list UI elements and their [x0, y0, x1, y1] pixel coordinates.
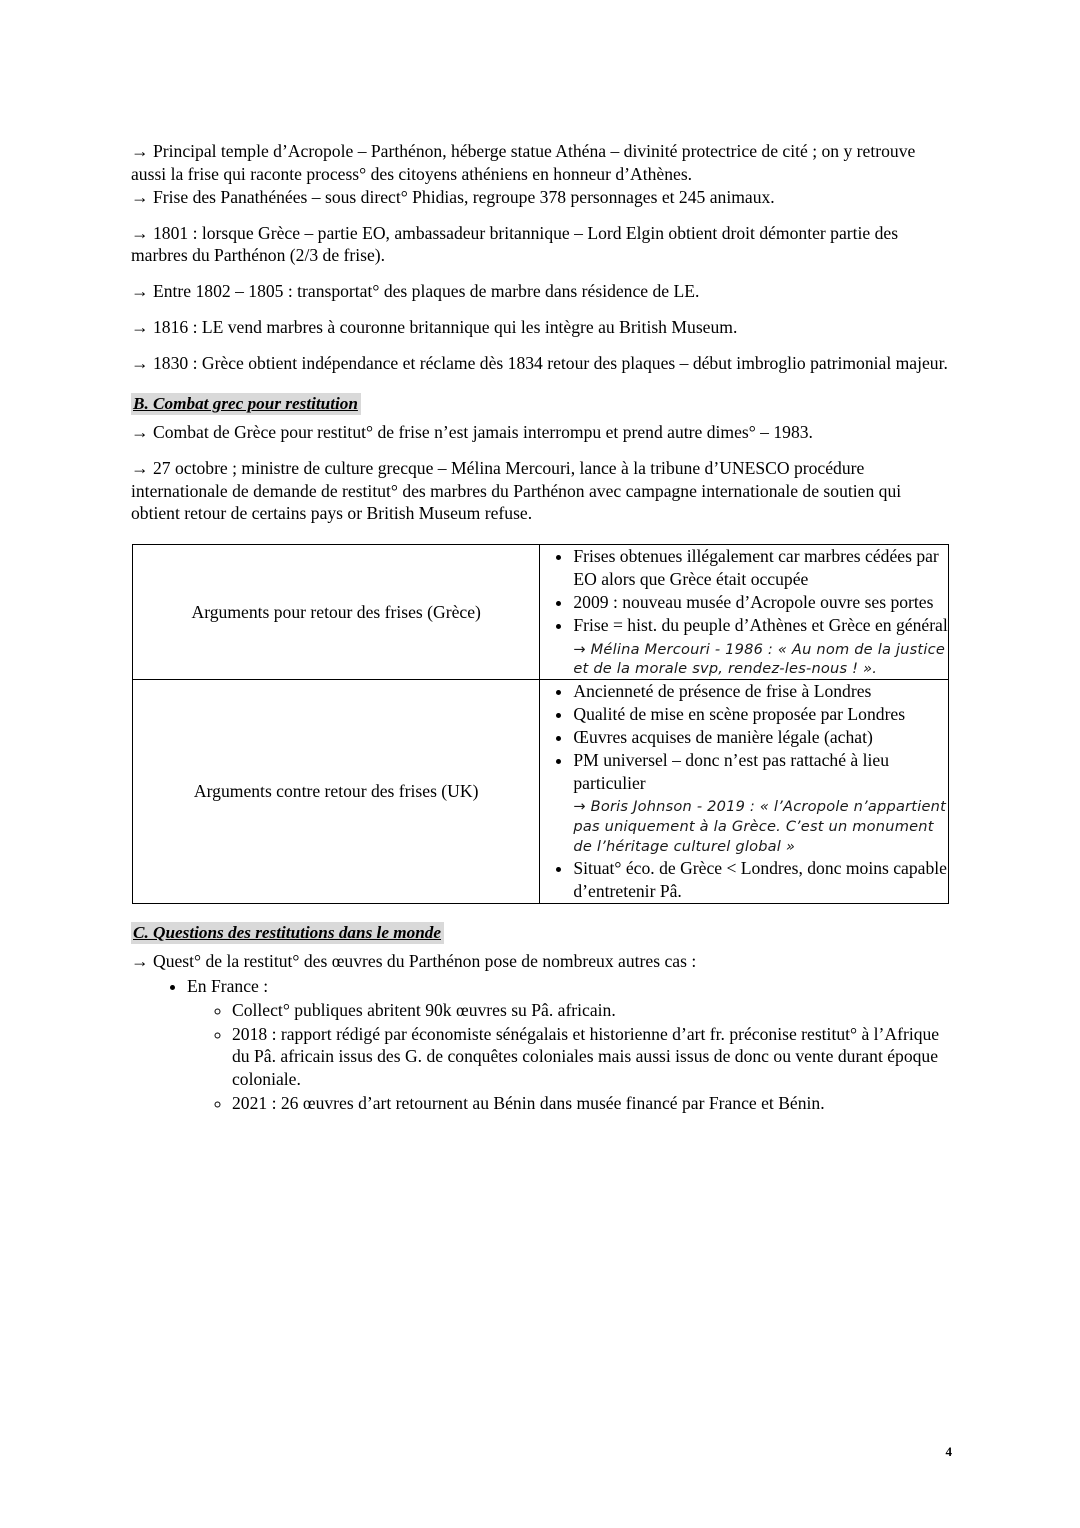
- list-item: ◦ Collect° publiques abritent 90k œuvres su Pâ. africain.: [232, 999, 952, 1022]
- section-c-outer-list: [131, 975, 952, 1115]
- section-b-paragraph-2: → 27 octobre ; ministre de culture grecque – Mélina Mercouri, lance à la tribune d’UNESCO procédure internationale de demande de restitut° des marbres du Parthénon avec campagne internationale de soutien qui obtient retour de certains pays or British Museum refuse.: [131, 457, 902, 524]
- handwritten-note: → Boris Johnson - 2019 : « l’Acropole n’appartient pas uniquement à la Grèce. C’est un monument de l’héritage culturel global »: [573, 798, 947, 856]
- intro-paragraph-2: → 1801 : lorsque Grèce – partie EO, ambassadeur britannique – Lord Elgin obtient droit démonter partie des marbres du Parthénon (2/3 de frise).: [131, 222, 899, 266]
- handwritten-note: → Mélina Mercouri - 1986 : « Au nom de la justice et de la morale svp, rendez-les-nous ! ».: [573, 640, 946, 678]
- list-item-text: En France :: [187, 975, 269, 996]
- section-c-paragraph-1: → Quest° de la restitut° des œuvres du Parthénon pose de nombreux autres cas :: [131, 951, 697, 972]
- section-b-heading-wrap: [131, 393, 952, 415]
- page-number: 4: [945, 1444, 952, 1459]
- intro-paragraph-4: → 1816 : LE vend marbres à couronne britannique qui les intègre au British Museum.: [131, 317, 738, 338]
- list-item: ◦ 2021 : 26 œuvres d’art retournent au Bénin dans musée financé par France et Bénin.: [232, 1092, 952, 1115]
- arguments-table: [132, 544, 949, 904]
- table-row: [133, 545, 949, 680]
- intro-line-2: → Frise des Panathénées – sous direct° Phidias, regroupe 378 personnages et 245 animaux.: [131, 186, 775, 207]
- section-c-inner-list: [187, 999, 952, 1115]
- list-item: [573, 614, 948, 679]
- section-b-heading: B. Combat grec pour restitution: [131, 393, 361, 415]
- list-item: • Frises obtenues illégalement car marbres cédées par EO alors que Grèce était occupée: [573, 545, 948, 591]
- intro-paragraph-3: → Entre 1802 – 1805 : transportat° des plaques de marbre dans résidence de LE.: [131, 281, 700, 302]
- list-item: • Œuvres acquises de manière légale (achat): [573, 726, 948, 749]
- section-b-paragraph-1: → Combat de Grèce pour restitut° de frise n’est jamais interrompu et prend autre dimes° – 1983.: [131, 421, 813, 442]
- list-item: [187, 975, 952, 1115]
- list-item: ◦ 2018 : rapport rédigé par économiste sénégalais et historienne d’art fr. préconise restitut° à l’Afrique du Pâ. africain issus des G. de conquêtes coloniales mais aussi issus de donc ou vente durant époque coloniale.: [232, 1023, 952, 1092]
- table-row-content: [540, 680, 949, 904]
- list-item-text: Frise = hist. du peuple d’Athènes et Grèce en général: [573, 615, 948, 636]
- bullet-list: [540, 545, 948, 679]
- table-row-content: [540, 545, 949, 680]
- list-item: • Qualité de mise en scène proposée par Londres: [573, 703, 948, 726]
- list-item: • 2009 : nouveau musée d’Acropole ouvre ses portes: [573, 591, 948, 614]
- intro-line-1: → Principal temple d’Acropole – Parthénon, héberge statue Athéna – divinité protectrice de cité ; on y retrouve aussi la frise qui raconte process° des citoyens athéniens en honneur d’Athènes.: [131, 141, 916, 184]
- bullet-list: [540, 680, 948, 903]
- list-item: [573, 749, 948, 857]
- table-row-label: Arguments contre retour des frises (UK): [133, 680, 540, 904]
- intro-paragraph-1: [131, 140, 952, 209]
- section-c-heading: C. Questions des restitutions dans le monde: [131, 922, 444, 944]
- list-item: • Ancienneté de présence de frise à Londres: [573, 680, 948, 703]
- list-item-text: PM universel – donc n’est pas rattaché à lieu particulier: [573, 750, 889, 794]
- table-row: [133, 680, 949, 904]
- list-item: • Situat° éco. de Grèce < Londres, donc moins capable d’entretenir Pâ.: [573, 857, 948, 903]
- section-c-heading-wrap: [131, 922, 952, 944]
- intro-paragraph-5: → 1830 : Grèce obtient indépendance et réclame dès 1834 retour des plaques – début imbroglio patrimonial majeur.: [131, 353, 948, 374]
- table-row-label: Arguments pour retour des frises (Grèce): [133, 545, 540, 680]
